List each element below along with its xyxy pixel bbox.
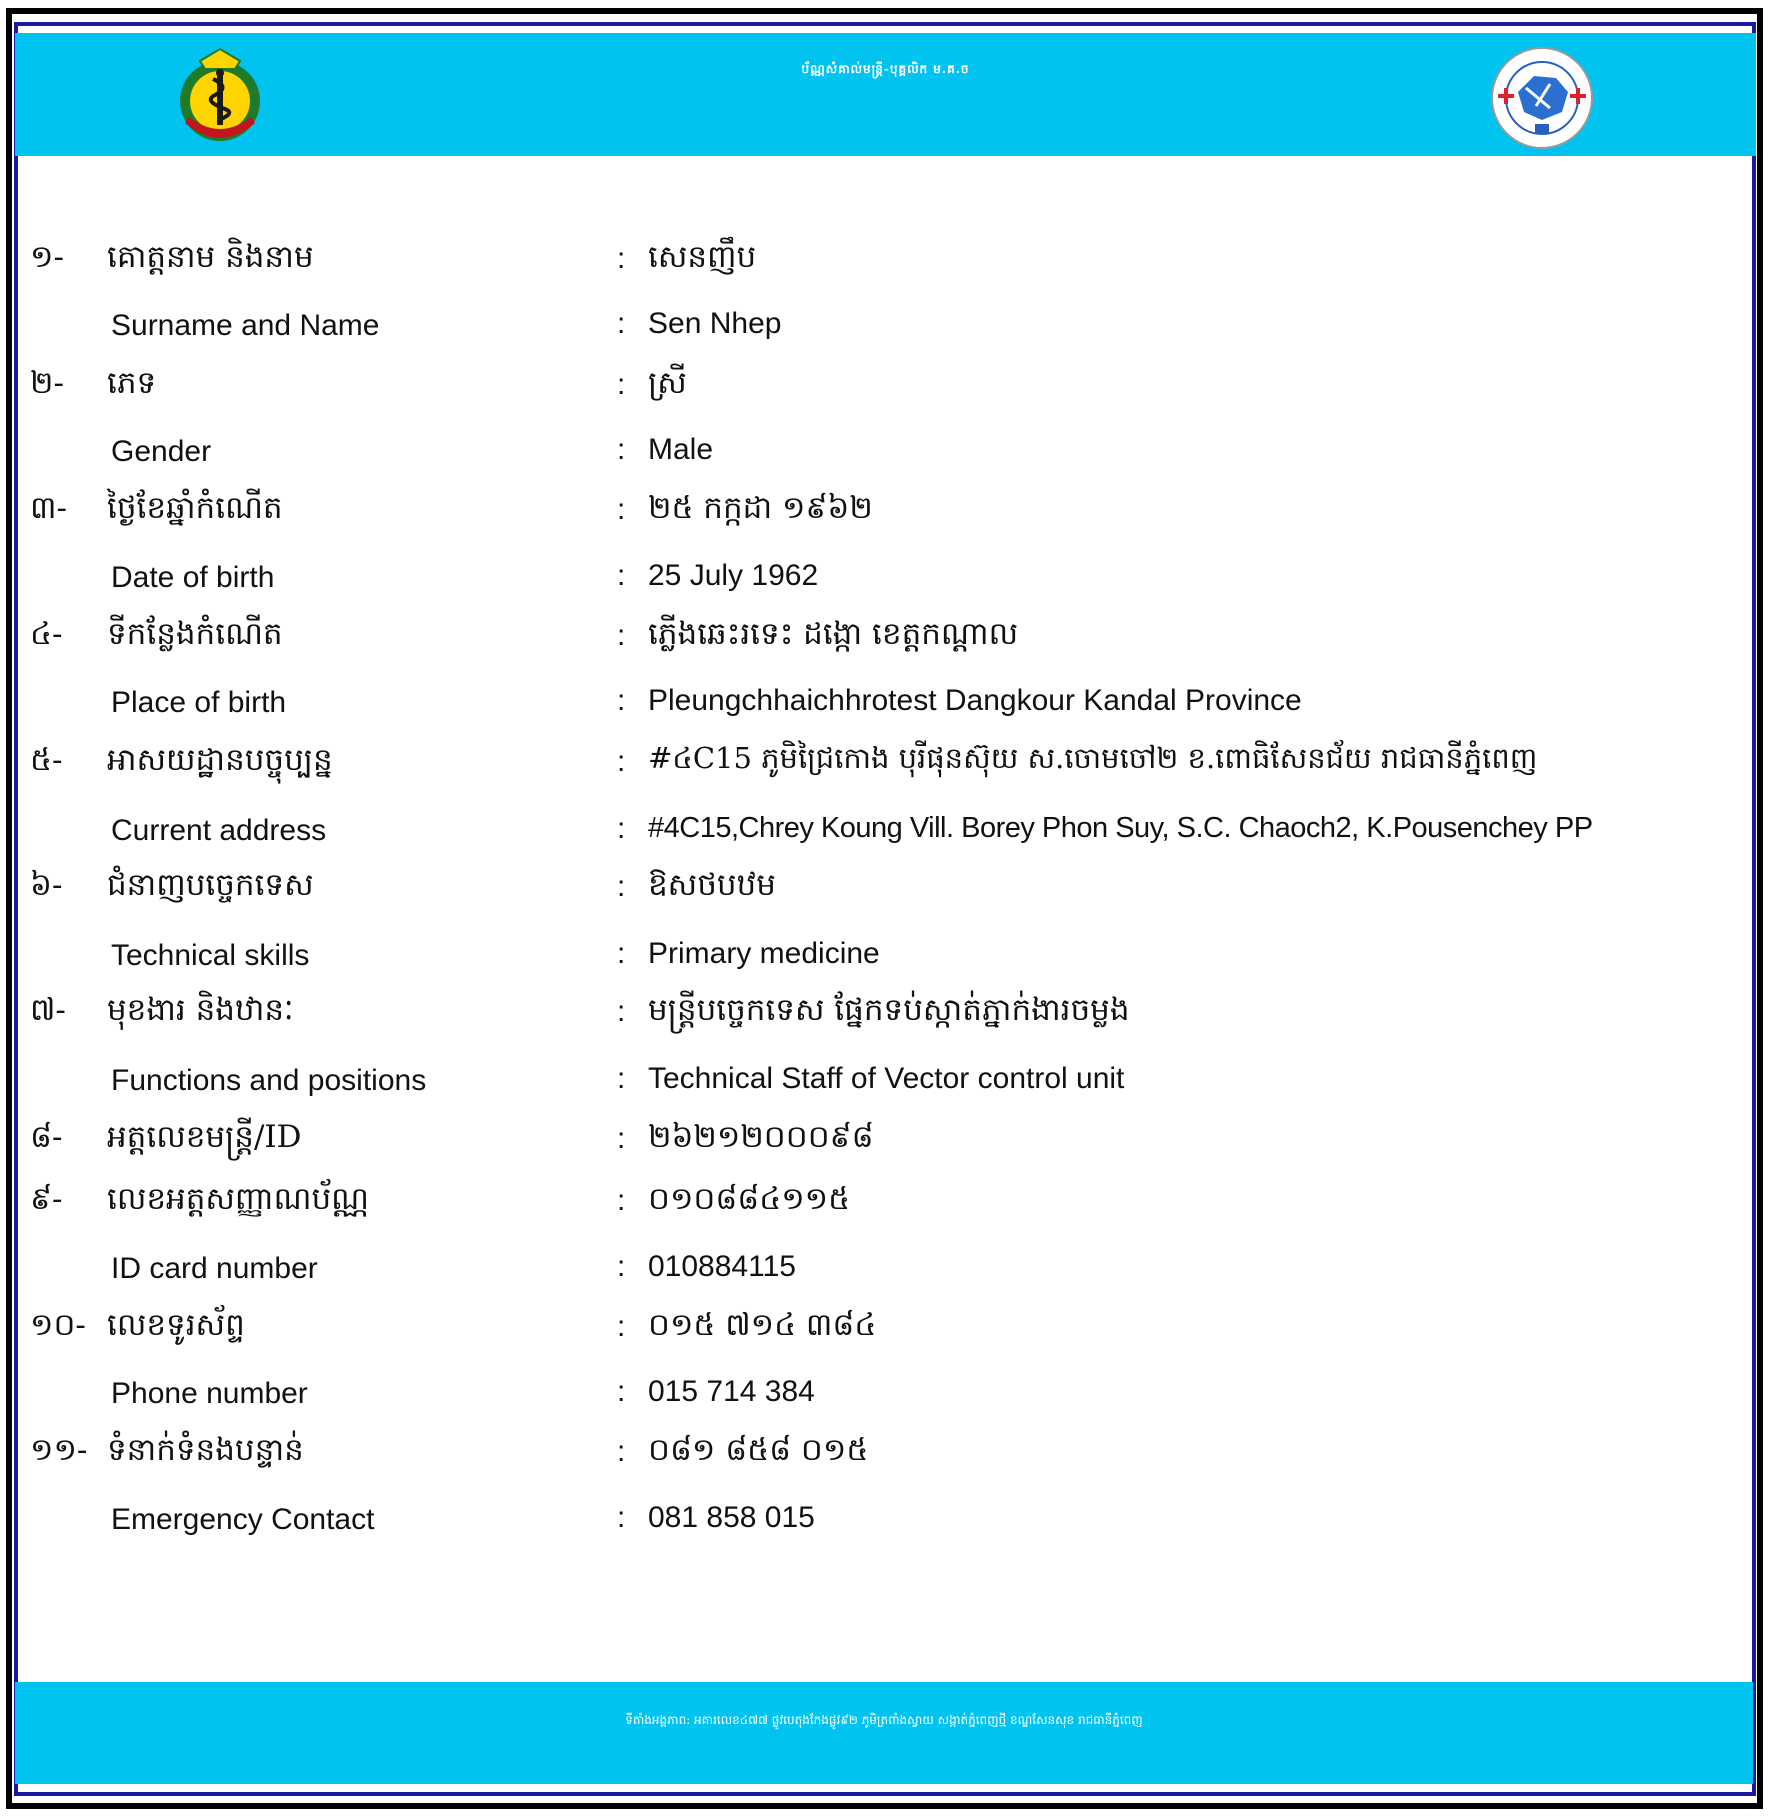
card-title: ប័ណ្ណសំគាល់មន្រ្តី-បុគ្គលិក ម.គ.ច <box>801 62 970 76</box>
field-row-name-kh <box>0 238 1771 294</box>
field-label-en: Place of birth <box>111 686 287 719</box>
field-label-kh: លេខទូរស័ព្ទ <box>107 1307 245 1343</box>
field-row-name-en <box>0 303 1771 359</box>
field-label-en: Emergency Contact <box>111 1503 375 1536</box>
field-number: ៦- <box>30 867 63 903</box>
field-row-dob-kh <box>0 489 1771 545</box>
field-row-dob-en <box>0 555 1771 611</box>
field-separator: : <box>617 493 626 526</box>
field-value-kh: #៤C15 ភូមិជ្រៃកោង បុរីផុនស៊ុយ ស.ចោមចៅ២ ខ.ពោធិសែនជ័យ រាជធានីភ្នំពេញ <box>648 741 1538 775</box>
field-value-kh: ០១៥ ៧១៤ ៣៨៤ <box>648 1307 877 1343</box>
field-separator: : <box>617 1250 626 1283</box>
footer-band <box>15 1682 1753 1784</box>
field-separator: : <box>617 1122 626 1155</box>
field-row-gender-kh <box>0 364 1771 420</box>
field-value-en: Male <box>648 433 714 466</box>
field-row-pob-en <box>0 680 1771 736</box>
field-separator: : <box>617 937 626 970</box>
field-value-en: Primary medicine <box>648 937 880 970</box>
field-label-en: Gender <box>111 435 212 468</box>
field-row-skills-en <box>0 933 1771 989</box>
field-label-en: ID card number <box>111 1252 318 1285</box>
field-value-en: Sen Nhep <box>648 307 782 340</box>
field-value-kh: សេនញឹប <box>648 239 757 275</box>
field-separator: : <box>617 1062 626 1095</box>
field-separator: : <box>617 307 626 340</box>
field-row-skills-kh <box>0 866 1771 922</box>
field-number: ២- <box>30 365 64 401</box>
field-row-pob-kh <box>0 615 1771 671</box>
field-row-idcard-kh <box>0 1180 1771 1236</box>
field-label-kh: គោត្តនាម និងនាម <box>107 239 314 275</box>
field-value-en: Technical Staff of Vector control unit <box>648 1062 1125 1095</box>
field-number: ៨- <box>30 1119 63 1155</box>
field-value-kh: ឱសថបឋម <box>648 867 776 903</box>
field-number: ៩- <box>30 1181 63 1217</box>
field-row-address-en <box>0 808 1771 864</box>
field-label-kh: អត្តលេខមន្ត្រី/ID <box>107 1119 302 1155</box>
field-row-gender-en <box>0 429 1771 485</box>
field-number: ៥- <box>30 742 63 778</box>
field-row-position-en <box>0 1058 1771 1114</box>
field-number: ៣- <box>30 490 67 526</box>
field-separator: : <box>617 870 626 903</box>
field-label-kh: ទំនាក់ទំនងបន្ទាន់ <box>107 1432 304 1468</box>
field-row-staff-id <box>0 1118 1771 1174</box>
field-separator: : <box>617 559 626 592</box>
field-label-kh: ភេទ <box>107 365 157 401</box>
field-separator: : <box>617 1310 626 1343</box>
field-row-address-kh <box>0 741 1771 797</box>
field-value-en: #4C15,Chrey Koung Vill. Borey Phon Suy, S.C. Chaoch2, K.Pousenchey PP <box>648 812 1593 844</box>
field-label-kh: មុខងារ និងឋានៈ <box>107 992 294 1028</box>
field-separator: : <box>617 368 626 401</box>
field-value-en: 081 858 015 <box>648 1501 815 1534</box>
field-separator: : <box>617 433 626 466</box>
field-label-en: Date of birth <box>111 561 275 594</box>
field-value-en: 25 July 1962 <box>648 559 819 592</box>
field-value-kh: ភ្លើងឆេះរទេះ ដង្កោ ខេត្តកណ្តាល <box>648 616 1019 652</box>
field-number: ១១- <box>30 1432 88 1468</box>
field-value-kh: ០៨១ ៨៥៨ ០១៥ <box>648 1432 869 1468</box>
field-separator: : <box>617 1435 626 1468</box>
office-address: ទីតាំងអង្គភាព: អគារលេខ៤៧៧ ផ្លូវបេតុងកែងផ្លូវ៩២ ភូមិត្រពាំងស្វាយ សង្កាត់ភ្នំពេញថ្មី ខណ្ឌសែនសុខ រាជធានីភ្នំពេញ <box>625 1713 1143 1727</box>
field-label-kh: លេខអត្តសញ្ញាណប័ណ្ណ <box>107 1181 370 1217</box>
field-number: ១- <box>30 239 64 275</box>
field-number: ៤- <box>30 616 63 652</box>
field-label-en: Current address <box>111 814 327 847</box>
field-separator: : <box>617 812 626 845</box>
field-value-en: 010884115 <box>648 1250 796 1283</box>
field-value-kh: ២៦២១២០០០៩៨ <box>648 1119 874 1155</box>
field-row-position-kh <box>0 991 1771 1047</box>
field-row-emergency-en <box>0 1497 1771 1553</box>
field-number: ១០- <box>30 1307 86 1343</box>
field-separator: : <box>617 242 626 275</box>
field-separator: : <box>617 619 626 652</box>
field-value-kh: ២៥ កក្កដា ១៩៦២ <box>648 490 873 526</box>
field-row-phone-en <box>0 1371 1771 1427</box>
field-separator: : <box>617 1184 626 1217</box>
field-separator: : <box>617 995 626 1028</box>
field-label-kh: ថ្ងៃខែឆ្នាំកំណើត <box>107 490 283 526</box>
field-label-en: Surname and Name <box>111 309 380 342</box>
field-row-phone-kh <box>0 1306 1771 1362</box>
field-value-kh: ០១០៨៨៤១១៥ <box>648 1181 851 1217</box>
field-label-en: Functions and positions <box>111 1064 427 1097</box>
field-label-kh: ជំនាញបច្ចេកទេស <box>107 867 314 903</box>
field-number: ៧- <box>30 992 66 1028</box>
field-label-en: Phone number <box>111 1377 308 1410</box>
field-label-kh: អាសយដ្ឋានបច្ចុប្បន្ន <box>107 742 333 778</box>
field-separator: : <box>617 1375 626 1408</box>
field-separator: : <box>617 684 626 717</box>
field-label-en: Technical skills <box>111 939 310 972</box>
field-row-emergency-kh <box>0 1431 1771 1487</box>
field-label-kh: ទីកន្លែងកំណើត <box>107 616 283 652</box>
field-value-kh: មន្រ្តីបច្ចេកទេស ផ្នែកទប់ស្កាត់ភ្នាក់ងារចម្លង <box>648 992 1130 1028</box>
field-value-en: Pleungchhaichhrotest Dangkour Kandal Province <box>648 684 1302 717</box>
field-value-en: 015 714 384 <box>648 1375 815 1408</box>
field-value-kh: ស្រី <box>648 365 687 401</box>
field-separator: : <box>617 1501 626 1534</box>
field-separator: : <box>617 745 626 778</box>
field-row-idcard-en <box>0 1246 1771 1302</box>
